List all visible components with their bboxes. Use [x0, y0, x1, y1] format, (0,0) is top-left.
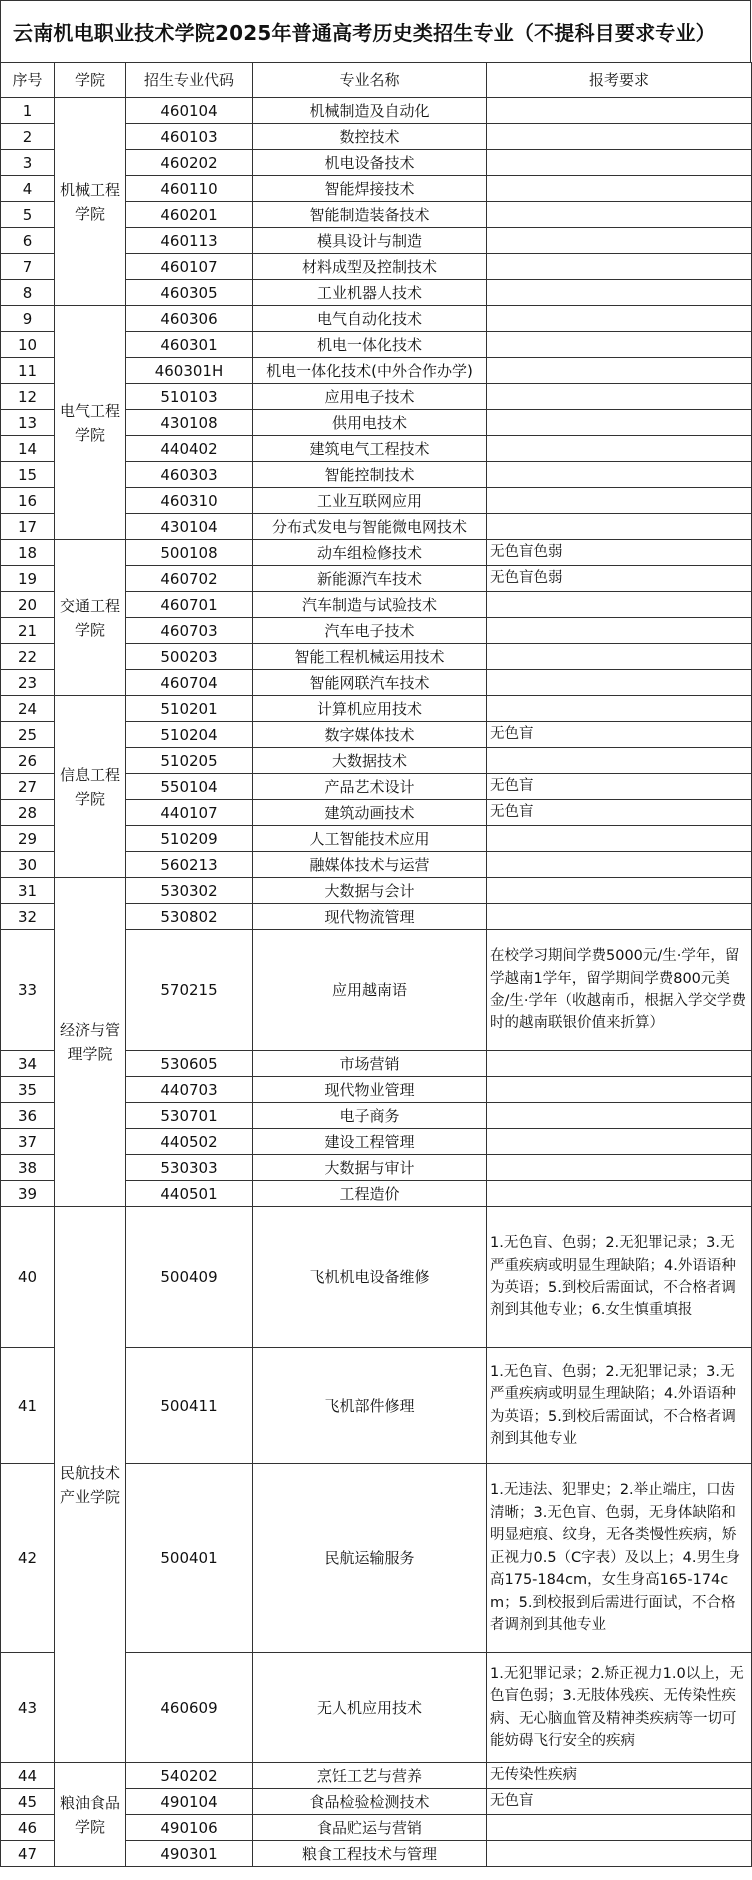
major-code: 460609 [126, 1653, 253, 1763]
row-number: 43 [1, 1653, 55, 1763]
row-number: 6 [1, 228, 55, 254]
major-name: 应用电子技术 [253, 384, 487, 410]
major-code: 460201 [126, 202, 253, 228]
row-number: 3 [1, 150, 55, 176]
table-row [1, 98, 752, 124]
table-row [1, 540, 752, 566]
table-row [1, 696, 752, 722]
requirement [487, 618, 752, 644]
major-name: 电子商务 [253, 1103, 487, 1129]
college-name: 民航技术产业学院 [55, 1207, 126, 1763]
major-name: 大数据技术 [253, 748, 487, 774]
requirement [487, 514, 752, 540]
row-number: 10 [1, 332, 55, 358]
major-code: 510103 [126, 384, 253, 410]
requirement [487, 1181, 752, 1207]
requirement [487, 878, 752, 904]
major-name: 工业互联网应用 [253, 488, 487, 514]
major-code: 460301H [126, 358, 253, 384]
major-name: 智能控制技术 [253, 462, 487, 488]
major-code: 440402 [126, 436, 253, 462]
major-name: 飞机部件修理 [253, 1348, 487, 1464]
college-name: 机械工程学院 [55, 98, 126, 306]
major-code: 500401 [126, 1464, 253, 1653]
requirement [487, 306, 752, 332]
major-name: 民航运输服务 [253, 1464, 487, 1653]
row-number: 19 [1, 566, 55, 592]
major-code: 510204 [126, 722, 253, 748]
row-number: 30 [1, 852, 55, 878]
header-major: 专业名称 [253, 63, 487, 98]
row-number: 34 [1, 1051, 55, 1077]
major-code: 460702 [126, 566, 253, 592]
major-code: 500411 [126, 1348, 253, 1464]
requirement: 无色盲 [487, 1789, 752, 1815]
requirement [487, 176, 752, 202]
major-name: 粮食工程技术与管理 [253, 1841, 487, 1867]
row-number: 5 [1, 202, 55, 228]
major-code: 460113 [126, 228, 253, 254]
row-number: 36 [1, 1103, 55, 1129]
major-name: 新能源汽车技术 [253, 566, 487, 592]
row-number: 35 [1, 1077, 55, 1103]
row-number: 12 [1, 384, 55, 410]
requirement [487, 384, 752, 410]
page-title: 云南机电职业技术学院2025年普通高考历史类招生专业（不提科目要求专业） [0, 0, 751, 62]
row-number: 28 [1, 800, 55, 826]
table-body [1, 98, 752, 1867]
major-code: 500409 [126, 1207, 253, 1348]
college-name: 交通工程学院 [55, 540, 126, 696]
row-number: 1 [1, 98, 55, 124]
row-number: 4 [1, 176, 55, 202]
major-code: 500203 [126, 644, 253, 670]
row-number: 29 [1, 826, 55, 852]
major-name: 数字媒体技术 [253, 722, 487, 748]
major-code: 490106 [126, 1815, 253, 1841]
major-code: 460202 [126, 150, 253, 176]
major-code: 540202 [126, 1763, 253, 1789]
major-code: 440501 [126, 1181, 253, 1207]
header-no: 序号 [1, 63, 55, 98]
requirement: 无色盲色弱 [487, 540, 752, 566]
requirement [487, 1077, 752, 1103]
header-code: 招生专业代码 [126, 63, 253, 98]
requirement: 无色盲色弱 [487, 566, 752, 592]
requirement [487, 592, 752, 618]
major-name: 数控技术 [253, 124, 487, 150]
major-name: 计算机应用技术 [253, 696, 487, 722]
major-name: 建筑电气工程技术 [253, 436, 487, 462]
major-name: 应用越南语 [253, 930, 487, 1051]
major-code: 550104 [126, 774, 253, 800]
requirement [487, 1103, 752, 1129]
requirement [487, 670, 752, 696]
row-number: 47 [1, 1841, 55, 1867]
requirement: 1.无犯罪记录；2.矫正视力1.0以上，无色盲色弱；3.无肢体残疾、无传染性疾病、无心脑血管及精神类疾病等一切可能妨碍飞行安全的疾病 [487, 1653, 752, 1763]
requirement: 1.无色盲、色弱；2.无犯罪记录；3.无严重疾病或明显生理缺陷；4.外语语种为英语；5.到校后需面试，不合格者调剂到其他专业；6.女生慎重填报 [487, 1207, 752, 1348]
major-code: 490301 [126, 1841, 253, 1867]
row-number: 17 [1, 514, 55, 540]
major-code: 500108 [126, 540, 253, 566]
major-name: 机电一体化技术 [253, 332, 487, 358]
row-number: 44 [1, 1763, 55, 1789]
requirement [487, 1129, 752, 1155]
row-number: 42 [1, 1464, 55, 1653]
major-name: 飞机机电设备维修 [253, 1207, 487, 1348]
requirement [487, 436, 752, 462]
major-code: 460303 [126, 462, 253, 488]
major-name: 汽车电子技术 [253, 618, 487, 644]
row-number: 38 [1, 1155, 55, 1181]
requirement [487, 462, 752, 488]
major-name: 动车组检修技术 [253, 540, 487, 566]
row-number: 23 [1, 670, 55, 696]
requirement [487, 228, 752, 254]
row-number: 26 [1, 748, 55, 774]
major-name: 现代物流管理 [253, 904, 487, 930]
row-number: 14 [1, 436, 55, 462]
major-name: 机电设备技术 [253, 150, 487, 176]
major-code: 560213 [126, 852, 253, 878]
requirement [487, 1051, 752, 1077]
requirement: 在校学习期间学费5000元/生·学年，留学越南1学年，留学期间学费800元美金/生·学年（收越南币，根据入学交学费时的越南联银价值来折算） [487, 930, 752, 1051]
college-name: 信息工程学院 [55, 696, 126, 878]
requirement [487, 1815, 752, 1841]
requirement: 1.无色盲、色弱；2.无犯罪记录；3.无严重疾病或明显生理缺陷；4.外语语种为英语；5.到校后需面试，不合格者调剂到其他专业 [487, 1348, 752, 1464]
major-name: 分布式发电与智能微电网技术 [253, 514, 487, 540]
row-number: 20 [1, 592, 55, 618]
row-number: 18 [1, 540, 55, 566]
major-name: 智能焊接技术 [253, 176, 487, 202]
admission-table [0, 62, 752, 1867]
requirement [487, 696, 752, 722]
requirement [487, 748, 752, 774]
table-row [1, 1207, 752, 1348]
row-number: 32 [1, 904, 55, 930]
row-number: 40 [1, 1207, 55, 1348]
major-name: 模具设计与制造 [253, 228, 487, 254]
requirement: 无传染性疾病 [487, 1763, 752, 1789]
major-code: 510201 [126, 696, 253, 722]
major-code: 460107 [126, 254, 253, 280]
requirement [487, 410, 752, 436]
major-code: 460701 [126, 592, 253, 618]
row-number: 15 [1, 462, 55, 488]
major-name: 机械制造及自动化 [253, 98, 487, 124]
row-number: 27 [1, 774, 55, 800]
major-name: 供用电技术 [253, 410, 487, 436]
major-code: 460305 [126, 280, 253, 306]
major-name: 产品艺术设计 [253, 774, 487, 800]
major-code: 460110 [126, 176, 253, 202]
major-code: 510205 [126, 748, 253, 774]
major-code: 460703 [126, 618, 253, 644]
major-name: 工业机器人技术 [253, 280, 487, 306]
major-code: 460704 [126, 670, 253, 696]
major-code: 510209 [126, 826, 253, 852]
major-code: 460301 [126, 332, 253, 358]
row-number: 24 [1, 696, 55, 722]
row-number: 7 [1, 254, 55, 280]
major-code: 440502 [126, 1129, 253, 1155]
requirement: 无色盲 [487, 722, 752, 748]
requirement [487, 1841, 752, 1867]
major-name: 电气自动化技术 [253, 306, 487, 332]
major-code: 530302 [126, 878, 253, 904]
requirement [487, 332, 752, 358]
row-number: 41 [1, 1348, 55, 1464]
major-code: 460104 [126, 98, 253, 124]
major-code: 530605 [126, 1051, 253, 1077]
major-code: 440703 [126, 1077, 253, 1103]
major-name: 智能网联汽车技术 [253, 670, 487, 696]
major-code: 440107 [126, 800, 253, 826]
major-code: 460310 [126, 488, 253, 514]
requirement [487, 644, 752, 670]
requirement [487, 488, 752, 514]
table-row [1, 1763, 752, 1789]
major-code: 430108 [126, 410, 253, 436]
major-code: 460103 [126, 124, 253, 150]
major-code: 490104 [126, 1789, 253, 1815]
major-name: 智能工程机械运用技术 [253, 644, 487, 670]
requirement [487, 280, 752, 306]
table-header-row [1, 63, 752, 98]
major-name: 智能制造装备技术 [253, 202, 487, 228]
major-code: 530802 [126, 904, 253, 930]
requirement [487, 826, 752, 852]
college-name: 粮油食品学院 [55, 1763, 126, 1867]
requirement [487, 1155, 752, 1181]
requirement [487, 124, 752, 150]
requirement: 无色盲 [487, 800, 752, 826]
row-number: 11 [1, 358, 55, 384]
row-number: 2 [1, 124, 55, 150]
requirement [487, 358, 752, 384]
major-name: 无人机应用技术 [253, 1653, 487, 1763]
major-name: 建筑动画技术 [253, 800, 487, 826]
major-name: 食品贮运与营销 [253, 1815, 487, 1841]
row-number: 31 [1, 878, 55, 904]
major-name: 融媒体技术与运营 [253, 852, 487, 878]
requirement: 无色盲 [487, 774, 752, 800]
major-code: 530303 [126, 1155, 253, 1181]
table-row [1, 306, 752, 332]
major-code: 530701 [126, 1103, 253, 1129]
row-number: 33 [1, 930, 55, 1051]
major-name: 市场营销 [253, 1051, 487, 1077]
row-number: 45 [1, 1789, 55, 1815]
row-number: 21 [1, 618, 55, 644]
requirement [487, 202, 752, 228]
row-number: 16 [1, 488, 55, 514]
header-requirement: 报考要求 [487, 63, 752, 98]
requirement [487, 904, 752, 930]
row-number: 13 [1, 410, 55, 436]
row-number: 39 [1, 1181, 55, 1207]
major-name: 烹饪工艺与营养 [253, 1763, 487, 1789]
requirement [487, 150, 752, 176]
header-college: 学院 [55, 63, 126, 98]
major-name: 机电一体化技术(中外合作办学) [253, 358, 487, 384]
major-name: 人工智能技术应用 [253, 826, 487, 852]
requirement [487, 98, 752, 124]
row-number: 25 [1, 722, 55, 748]
row-number: 46 [1, 1815, 55, 1841]
major-code: 430104 [126, 514, 253, 540]
college-name: 电气工程学院 [55, 306, 126, 540]
row-number: 22 [1, 644, 55, 670]
major-name: 建设工程管理 [253, 1129, 487, 1155]
major-name: 食品检验检测技术 [253, 1789, 487, 1815]
major-code: 460306 [126, 306, 253, 332]
row-number: 37 [1, 1129, 55, 1155]
major-name: 材料成型及控制技术 [253, 254, 487, 280]
major-code: 570215 [126, 930, 253, 1051]
row-number: 8 [1, 280, 55, 306]
major-name: 大数据与审计 [253, 1155, 487, 1181]
major-name: 现代物业管理 [253, 1077, 487, 1103]
requirement [487, 852, 752, 878]
major-name: 工程造价 [253, 1181, 487, 1207]
requirement [487, 254, 752, 280]
major-name: 汽车制造与试验技术 [253, 592, 487, 618]
requirement: 1.无违法、犯罪史；2.举止端庄，口齿清晰；3.无色盲、色弱，无身体缺陷和明显疤痕、纹身，无各类慢性疾病，矫正视力0.5（C字表）及以上；4.男生身高175-184cm，女生身高165-174cm；5.到校报到后需进行面试，不合格者调剂到其他专业 [487, 1464, 752, 1653]
major-name: 大数据与会计 [253, 878, 487, 904]
row-number: 9 [1, 306, 55, 332]
college-name: 经济与管理学院 [55, 878, 126, 1207]
table-row [1, 878, 752, 904]
